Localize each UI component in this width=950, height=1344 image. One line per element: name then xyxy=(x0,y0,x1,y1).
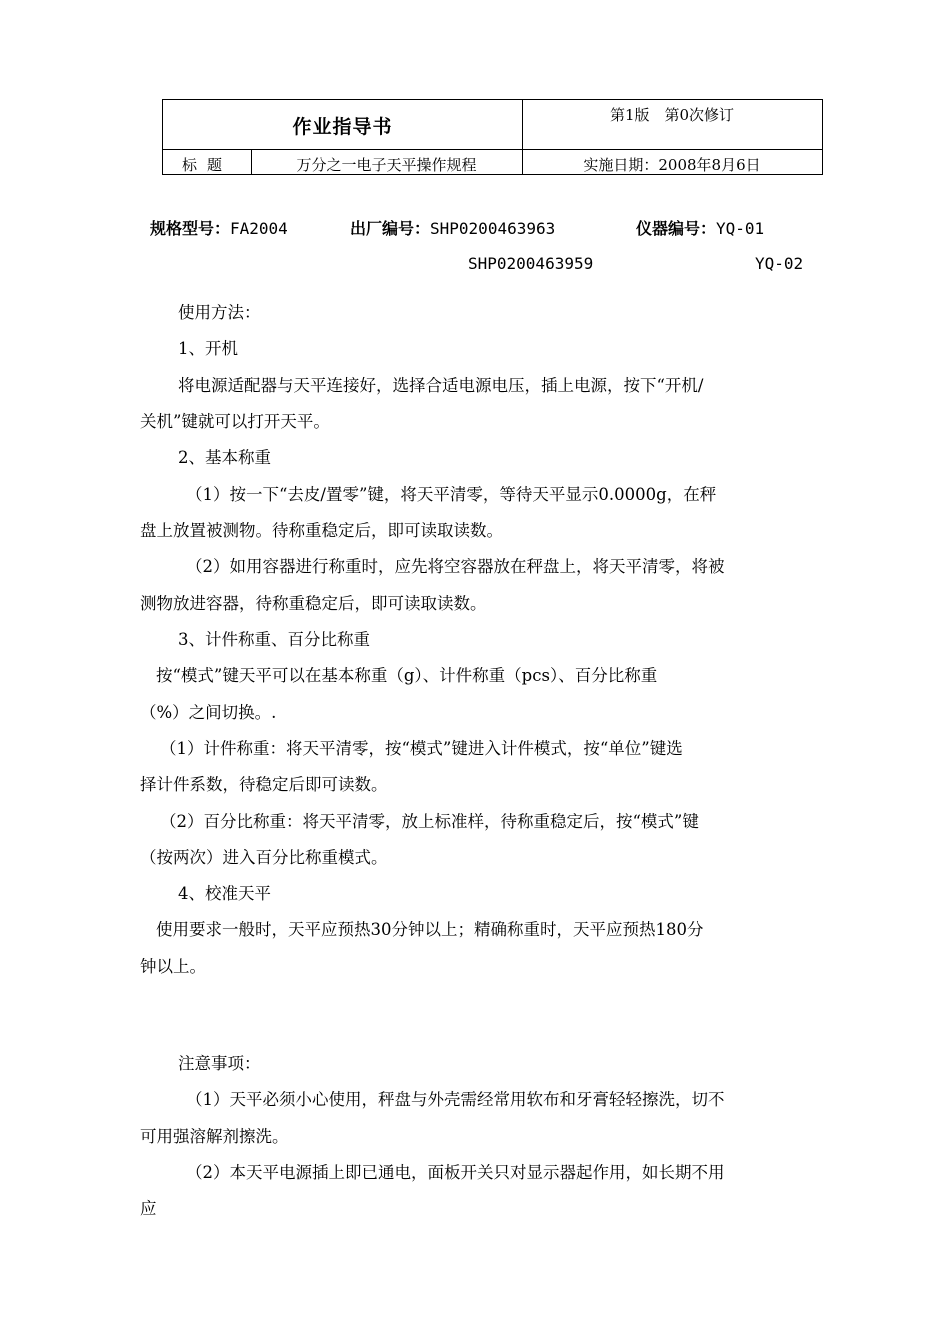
version-info: 第1版 第0次修订 xyxy=(609,106,735,124)
section-1-line-1: 将电源适配器与天平连接好，选择合适电源电压，插上电源，按下“开机/ xyxy=(178,376,704,395)
section-3-para-2-line-2: （按两次）进入百分比称重模式。 xyxy=(140,848,388,867)
section-3-line-2: （%）之间切换。. xyxy=(140,703,277,722)
title-label: 标题 xyxy=(181,156,232,174)
note-1-line-1: （1）天平必须小心使用，秤盘与外壳需经常用软布和牙膏轻轻擦洗，切不 xyxy=(186,1090,725,1109)
note-1-line-2: 可用强溶解剂擦洗。 xyxy=(140,1127,289,1146)
section-2-heading: 2、基本称重 xyxy=(178,448,271,467)
table-divider-horizontal xyxy=(163,149,822,150)
model-spec xyxy=(150,216,288,239)
serial-label: 出厂编号： xyxy=(350,219,431,238)
usage-heading: 使用方法： xyxy=(178,303,261,322)
implementation-date: 实施日期：2008年8月6日 xyxy=(583,156,761,174)
note-2-line-2: 应 xyxy=(140,1199,157,1218)
instrument-spec xyxy=(636,216,764,239)
section-4-line-1: 使用要求一般时，天平应预热30分钟以上；精确称重时，天平应预热180分 xyxy=(156,920,704,939)
notes-heading: 注意事项： xyxy=(178,1054,261,1073)
instrument-value-2: YQ-02 xyxy=(755,254,804,273)
model-label: 规格型号： xyxy=(150,219,231,238)
section-2-para-2-line-1: （2）如用容器进行称重时，应先将空容器放在秤盘上，将天平清零，将被 xyxy=(186,557,725,576)
serial-value-2: SHP0200463959 xyxy=(468,254,594,273)
doc-title: 作业指导书 xyxy=(292,116,393,138)
title-value: 万分之一电子天平操作规程 xyxy=(296,156,477,174)
section-3-para-2-line-1: （2）百分比称重：将天平清零，放上标准样，待称重稳定后，按“模式”键 xyxy=(160,812,699,831)
section-4-line-2: 钟以上。 xyxy=(140,957,206,976)
section-3-para-1-line-1: （1）计件称重：将天平清零，按“模式”键进入计件模式，按“单位”键选 xyxy=(160,739,683,758)
section-3-para-1-line-2: 择计件系数，待稳定后即可读数。 xyxy=(140,775,388,794)
section-3-heading: 3、计件称重、百分比称重 xyxy=(178,630,370,649)
section-4-heading: 4、校准天平 xyxy=(178,884,271,903)
section-2-para-1-line-1: （1）按一下“去皮/置零”键，将天平清零，等待天平显示0.0000g，在秤 xyxy=(186,485,717,504)
section-1-heading: 1、开机 xyxy=(178,339,238,358)
section-1-line-2: 关机”键就可以打开天平。 xyxy=(140,412,330,431)
serial-value-1: SHP0200463963 xyxy=(430,219,556,238)
section-3-line-1: 按“模式”键天平可以在基本称重（g）、计件称重（pcs）、百分比称重 xyxy=(156,666,658,685)
section-2-para-1-line-2: 盘上放置被测物。待称重稳定后，即可读取读数。 xyxy=(140,521,503,540)
section-2-para-2-line-2: 测物放进容器，待称重稳定后，即可读取读数。 xyxy=(140,594,487,613)
serial-spec xyxy=(350,216,555,239)
model-value: FA2004 xyxy=(230,219,288,238)
instrument-label: 仪器编号： xyxy=(636,219,717,238)
note-2-line-1: （2）本天平电源插上即已通电，面板开关只对显示器起作用，如长期不用 xyxy=(186,1163,725,1182)
header-table xyxy=(162,99,823,175)
instrument-value-1: YQ-01 xyxy=(716,219,765,238)
